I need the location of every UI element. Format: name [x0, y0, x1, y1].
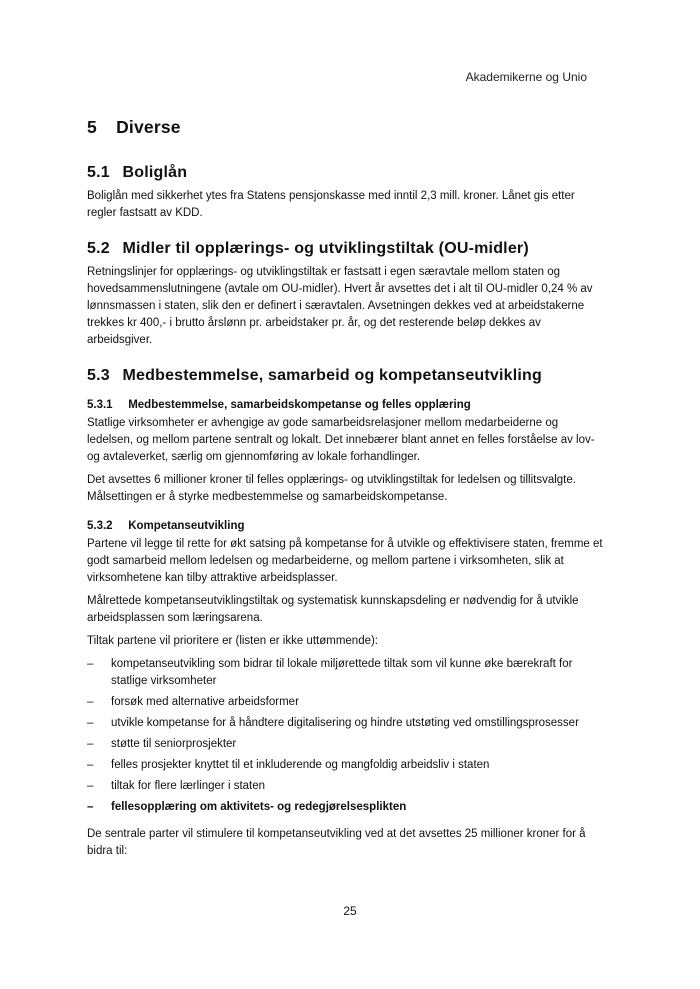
subsection-number: 5.3.2 — [87, 520, 113, 532]
paragraph: Partene vil legge til rette for økt satsing på kompetanse for å utvikle og effektivisere staten, fremme et godt samarbeid mellom ledelsen og medarbeiderne, og mellom partene i virksomheten, slik at virksomhetene kan tilby attraktive arbeidsplasser. — [87, 538, 603, 584]
subsection-number: 5.3.1 — [87, 399, 113, 411]
paragraph: Målrettede kompetanseutviklingstiltak og systematisk kunnskapsdeling er nødvendig for å utvikle arbeidsplassen som læringsarena. — [87, 595, 579, 624]
list-item — [87, 694, 607, 711]
section-5-3 — [87, 367, 607, 860]
section-number: 5.3 — [87, 367, 110, 384]
dash-bullet: – — [87, 801, 94, 813]
section-5-1 — [87, 164, 607, 222]
dash-bullet: – — [87, 717, 94, 729]
subsection-title: Medbestemmelse, samarbeidskompetanse og felles opplæring — [128, 399, 471, 411]
section-heading — [87, 367, 607, 385]
dash-bullet: – — [87, 780, 94, 792]
running-header: Akademikerne og Unio — [465, 70, 587, 84]
chapter-heading — [87, 117, 607, 138]
chapter-title: Diverse — [116, 117, 181, 137]
dash-bullet: – — [87, 696, 94, 708]
paragraph: Tiltak partene vil prioritere er (listen er ikke uttømmende): — [87, 635, 379, 647]
page-number: 25 — [343, 904, 357, 918]
list-item-text: støtte til seniorprosjekter — [111, 738, 237, 750]
subsection-heading — [87, 520, 607, 532]
list-item-text: fellesopplæring om aktivitets- og redegjørelsesplikten — [111, 801, 407, 813]
list-item — [87, 778, 607, 795]
priority-list — [87, 656, 607, 816]
paragraph: De sentrale parter vil stimulere til kompetanseutvikling ved at det avsettes 25 millioner kroner for å bidra til: — [87, 828, 586, 857]
list-item — [87, 736, 607, 753]
list-item — [87, 757, 607, 774]
list-item — [87, 799, 607, 816]
section-heading — [87, 240, 607, 258]
subsection-title: Kompetanseutvikling — [128, 520, 245, 532]
subsection-5-3-1 — [87, 399, 607, 506]
page-content — [87, 117, 607, 878]
list-item-text: kompetanseutvikling som bidrar til lokale miljørettede tiltak som vil kunne øke bærekraft for statlige virksomheter — [111, 658, 573, 687]
paragraph: Statlige virksomheter er avhengige av gode samarbeidsrelasjoner mellom medarbeiderne og ledelsen, og mellom partene sentralt og lokalt. Det innebærer blant annet en felles forståelse av lov- og avtaleverket, særlig om gjennomføring av lokale forhandlinger. — [87, 417, 595, 463]
dash-bullet: – — [87, 738, 94, 750]
section-number: 5.2 — [87, 240, 110, 257]
subsection-5-3-2 — [87, 520, 607, 860]
list-item-text: tiltak for flere lærlinger i staten — [111, 780, 266, 792]
subsection-heading — [87, 399, 607, 411]
list-item — [87, 656, 607, 690]
dash-bullet: – — [87, 658, 94, 670]
paragraph: Retningslinjer for opplærings- og utviklingstiltak er fastsatt i egen særavtale mellom staten og hovedsammenslutningene (avtale om OU-midler). Hvert år avsettes det i alt til OU-midler 0,24 % av lønnsmassen i staten, slik den er definert i særavtalen. Avsetningen dekkes ved at arbeidstakerne trekkes kr 400,- i brutto årslønn pr. arbeidstaker pr. år, og det resterende beløp dekkes av arbeidsgiver. — [87, 266, 593, 346]
list-item-text: forsøk med alternative arbeidsformer — [111, 696, 299, 708]
list-item — [87, 715, 607, 732]
section-title: Medbestemmelse, samarbeid og kompetanseutvikling — [122, 367, 543, 384]
paragraph: Boliglån med sikkerhet ytes fra Statens pensjonskasse med inntil 2,3 mill. kroner. Lånet gis etter regler fastsatt av KDD. — [87, 190, 575, 219]
dash-bullet: – — [87, 759, 94, 771]
list-item-text: felles prosjekter knyttet til et inkluderende og mangfoldig arbeidsliv i staten — [111, 759, 490, 771]
list-item-text: utvikle kompetanse for å håndtere digitalisering og hindre utstøting ved omstillingsprosesser — [111, 717, 579, 729]
section-5-2 — [87, 240, 607, 349]
chapter-number: 5 — [87, 117, 97, 137]
section-heading — [87, 164, 607, 182]
section-number: 5.1 — [87, 164, 110, 181]
section-title: Midler til opplærings- og utviklingstiltak (OU-midler) — [122, 240, 529, 257]
paragraph: Det avsettes 6 millioner kroner til felles opplærings- og utviklingstiltak for ledelsen og tillitsvalgte. Målsettingen er å styrke medbestemmelse og samarbeidskompetanse. — [87, 474, 576, 503]
section-title: Boliglån — [122, 164, 188, 181]
